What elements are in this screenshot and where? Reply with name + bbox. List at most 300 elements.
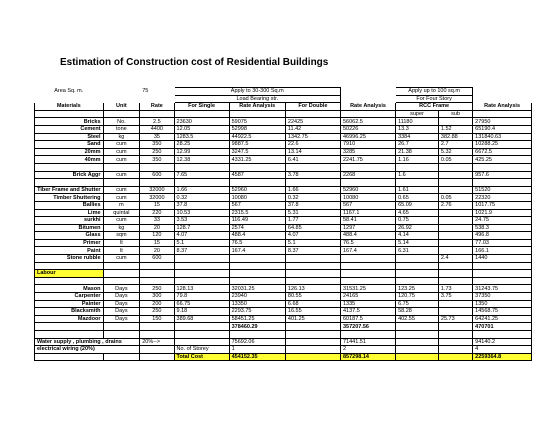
table-cell bbox=[396, 323, 439, 331]
table-cell: 80.55 bbox=[285, 293, 340, 301]
row-label: Cement bbox=[35, 125, 104, 133]
table-cell: 7910 bbox=[340, 141, 395, 149]
table-cell: 15 bbox=[140, 201, 174, 209]
table-cell: 10.53 bbox=[174, 209, 229, 217]
table-cell: 56062.5 bbox=[340, 118, 395, 126]
row-label: Stone rubble bbox=[35, 255, 104, 263]
table-cell: 12.05 bbox=[174, 125, 229, 133]
table-cell: 1.77 bbox=[285, 217, 340, 225]
material-row bbox=[35, 255, 532, 263]
water-supply-row bbox=[35, 338, 532, 346]
table-cell: 128.13 bbox=[174, 285, 229, 293]
table-cell: 3.78 bbox=[285, 171, 340, 179]
table-cell: 5.1 bbox=[174, 239, 229, 247]
table-cell: cum bbox=[103, 186, 140, 194]
table-cell: 538.3 bbox=[473, 224, 532, 232]
table-cell: 64.85 bbox=[285, 224, 340, 232]
table-cell: Days bbox=[103, 293, 140, 301]
table-cell: 76.5 bbox=[229, 239, 285, 247]
column-header: Rate Analysis bbox=[340, 103, 395, 111]
table-cell: m bbox=[103, 201, 140, 209]
table-cell bbox=[229, 255, 285, 263]
table-cell bbox=[438, 232, 472, 240]
table-cell: 250 bbox=[140, 148, 174, 156]
table-cell: 9.18 bbox=[174, 308, 229, 316]
band-b-line2: For Four Story bbox=[396, 95, 473, 103]
table-cell: lt bbox=[103, 247, 140, 255]
table-cell: 1.6 bbox=[396, 171, 439, 179]
material-row bbox=[35, 201, 532, 209]
table-cell bbox=[396, 255, 439, 263]
material-row bbox=[35, 141, 532, 149]
table-cell: 71441.51 bbox=[340, 338, 395, 346]
table-cell bbox=[438, 171, 472, 179]
table-cell: 24.75 bbox=[473, 217, 532, 225]
table-cell bbox=[174, 323, 229, 331]
row-label: Lime bbox=[35, 209, 104, 217]
table-cell: 6.68 bbox=[285, 300, 340, 308]
row-label: Ballies bbox=[35, 201, 104, 209]
table-cell: 382.88 bbox=[438, 133, 472, 141]
material-row bbox=[35, 148, 532, 156]
table-cell bbox=[438, 209, 472, 217]
table-cell: 32031.25 bbox=[229, 285, 285, 293]
total-cost-label: Total Cost bbox=[174, 353, 229, 361]
row-label bbox=[35, 323, 104, 331]
table-cell: tone bbox=[103, 125, 140, 133]
sub-super-label: super bbox=[396, 110, 439, 118]
row-label: Timber Shuttering bbox=[35, 194, 104, 202]
labour-row bbox=[35, 315, 532, 323]
table-cell: 11.42 bbox=[285, 125, 340, 133]
table-cell: 425.25 bbox=[473, 156, 532, 164]
table-cell: 14568.75 bbox=[473, 308, 532, 316]
table-cell: 357207.56 bbox=[340, 323, 395, 331]
table-cell: 2241.75 bbox=[340, 156, 395, 164]
table-cell: 22320 bbox=[473, 194, 532, 202]
table-cell: 64241.25 bbox=[473, 315, 532, 323]
table-cell: 24165 bbox=[340, 293, 395, 301]
table-cell: cum bbox=[103, 171, 140, 179]
table-cell bbox=[140, 323, 174, 331]
table-cell: kg bbox=[103, 224, 140, 232]
material-row bbox=[35, 239, 532, 247]
table-cell: 350 bbox=[140, 141, 174, 149]
table-cell: 6.31 bbox=[396, 247, 439, 255]
table-cell: 4.65 bbox=[396, 209, 439, 217]
band-row-2 bbox=[35, 95, 532, 103]
table-cell: 66.75 bbox=[174, 300, 229, 308]
table-cell: 131840.63 bbox=[473, 133, 532, 141]
table-cell: cum bbox=[103, 255, 140, 263]
table-cell: 2574 bbox=[229, 224, 285, 232]
area-value: 75 bbox=[142, 88, 149, 95]
table-cell: 389.68 bbox=[174, 315, 229, 323]
table-cell: 12.38 bbox=[174, 156, 229, 164]
table-cell: 567 bbox=[229, 201, 285, 209]
table-cell: 20 bbox=[140, 224, 174, 232]
table-cell bbox=[438, 300, 472, 308]
column-header: For Double bbox=[285, 103, 340, 111]
table-cell: 13.3 bbox=[396, 125, 439, 133]
table-cell: 166.1 bbox=[473, 247, 532, 255]
material-row bbox=[35, 171, 532, 179]
table-cell: 2315.5 bbox=[229, 209, 285, 217]
table-cell bbox=[438, 308, 472, 316]
table-cell: 2293.75 bbox=[229, 308, 285, 316]
table-cell: 23940 bbox=[229, 293, 285, 301]
table-cell: 44922.5 bbox=[229, 133, 285, 141]
table-cell: 1 bbox=[229, 346, 285, 354]
material-row bbox=[35, 209, 532, 217]
table-cell: 2 bbox=[340, 346, 395, 354]
table-cell: 76.5 bbox=[340, 239, 395, 247]
table-cell: 1283.5 bbox=[174, 133, 229, 141]
table-cell: 46996.25 bbox=[340, 133, 395, 141]
table-cell: 488.4 bbox=[229, 232, 285, 240]
water-supply-label: Water supply , plumbing , drains bbox=[35, 338, 140, 346]
table-cell: 33 bbox=[140, 217, 174, 225]
table-cell bbox=[438, 239, 472, 247]
table-cell: 27950 bbox=[473, 118, 532, 126]
table-cell: 50226 bbox=[340, 125, 395, 133]
table-cell: 2268 bbox=[340, 171, 395, 179]
table-cell: 200 bbox=[140, 300, 174, 308]
table-cell: lt bbox=[103, 239, 140, 247]
table-cell: 9887.5 bbox=[229, 141, 285, 149]
material-row bbox=[35, 118, 532, 126]
percent-label: 20%--> bbox=[140, 338, 174, 346]
table-cell: 25.73 bbox=[438, 315, 472, 323]
table-cell: 0.05 bbox=[438, 156, 472, 164]
table-cell: 5.31 bbox=[285, 209, 340, 217]
table-cell: 58.41 bbox=[340, 217, 395, 225]
column-header: Unit bbox=[103, 103, 140, 111]
row-label: 20mm bbox=[35, 148, 104, 156]
table-cell: 59075 bbox=[229, 118, 285, 126]
row-label: Mason bbox=[35, 285, 104, 293]
labour-row bbox=[35, 285, 532, 293]
table-cell: 21.38 bbox=[396, 148, 439, 156]
table-cell: quintal bbox=[103, 209, 140, 217]
estimation-table bbox=[34, 87, 532, 361]
table-cell: 52960 bbox=[340, 186, 395, 194]
area-row bbox=[35, 88, 532, 96]
table-cell: 4.14 bbox=[396, 232, 439, 240]
table-cell: 2.4 bbox=[438, 255, 472, 263]
table-cell: 3285 bbox=[340, 148, 395, 156]
table-cell: 10080 bbox=[229, 194, 285, 202]
table-cell: 4587 bbox=[229, 171, 285, 179]
table-cell: 10288.25 bbox=[473, 141, 532, 149]
table-cell: 1017.75 bbox=[473, 201, 532, 209]
table-cell: 220 bbox=[140, 209, 174, 217]
table-cell: 4.07 bbox=[285, 232, 340, 240]
table-cell: 0.65 bbox=[396, 194, 439, 202]
row-label: Bricks bbox=[35, 118, 104, 126]
band-b-line1: Apply up to 100 sq.m bbox=[396, 88, 473, 96]
table-cell: 37.8 bbox=[174, 201, 229, 209]
row-label: Glass bbox=[35, 232, 104, 240]
material-row bbox=[35, 186, 532, 194]
storey-row bbox=[35, 346, 532, 354]
column-header: RCC Frame bbox=[396, 103, 473, 111]
table-cell: 75692.06 bbox=[229, 338, 285, 346]
table-cell: Days bbox=[103, 315, 140, 323]
spacer-row bbox=[35, 179, 532, 187]
material-row bbox=[35, 194, 532, 202]
table-cell: 1440 bbox=[473, 255, 532, 263]
column-header: Rate bbox=[140, 103, 174, 111]
table-cell bbox=[103, 323, 140, 331]
labour-row bbox=[35, 293, 532, 301]
spacer-row bbox=[35, 262, 532, 270]
table-cell: 1.66 bbox=[285, 186, 340, 194]
page-title: Estimation of Construction cost of Residential Buildings bbox=[60, 57, 329, 68]
table-cell: 13.14 bbox=[285, 148, 340, 156]
table-cell: 496.8 bbox=[473, 232, 532, 240]
labour-row bbox=[35, 308, 532, 316]
table-cell: 32000 bbox=[140, 194, 174, 202]
material-row bbox=[35, 156, 532, 164]
table-cell: 35 bbox=[140, 133, 174, 141]
table-cell bbox=[285, 323, 340, 331]
table-cell bbox=[285, 255, 340, 263]
table-cell: 454152.35 bbox=[229, 353, 285, 361]
table-cell: 0.75 bbox=[396, 217, 439, 225]
column-header: For Single bbox=[174, 103, 229, 111]
table-cell: Days bbox=[103, 300, 140, 308]
material-row bbox=[35, 125, 532, 133]
row-label: surkhi bbox=[35, 217, 104, 225]
table-cell: 1.73 bbox=[438, 285, 472, 293]
row-label: Primer bbox=[35, 239, 104, 247]
table-cell: 51520 bbox=[473, 186, 532, 194]
table-cell: 120 bbox=[140, 232, 174, 240]
row-label: Blacksmith bbox=[35, 308, 104, 316]
table-cell: 1.16 bbox=[396, 156, 439, 164]
table-cell: 60187.5 bbox=[340, 315, 395, 323]
table-cell: No. bbox=[103, 118, 140, 126]
table-cell: 5.32 bbox=[438, 148, 472, 156]
table-cell: 28.25 bbox=[174, 141, 229, 149]
row-label: Sand bbox=[35, 141, 104, 149]
table-cell: 116.49 bbox=[229, 217, 285, 225]
table-cell: 58.28 bbox=[396, 308, 439, 316]
table-cell: 1342.75 bbox=[285, 133, 340, 141]
electrical-label: electrical wiring (20%) bbox=[35, 346, 140, 354]
table-cell: 37350 bbox=[473, 293, 532, 301]
table-cell: 0.32 bbox=[285, 194, 340, 202]
table-cell: 1335 bbox=[340, 300, 395, 308]
table-cell bbox=[438, 224, 472, 232]
table-cell: 6672.5 bbox=[473, 148, 532, 156]
header-sub-row bbox=[35, 110, 532, 118]
table-cell: 0.32 bbox=[174, 194, 229, 202]
table-cell: 7.65 bbox=[174, 171, 229, 179]
table-cell: 5.14 bbox=[396, 239, 439, 247]
table-cell: cum bbox=[103, 194, 140, 202]
table-cell: 3.53 bbox=[174, 217, 229, 225]
table-cell: Days bbox=[103, 285, 140, 293]
spacer-row bbox=[35, 331, 532, 339]
table-cell: cum bbox=[103, 141, 140, 149]
column-header: Rate Analysis bbox=[473, 103, 532, 111]
table-cell: Days bbox=[103, 308, 140, 316]
table-cell: 402.55 bbox=[396, 315, 439, 323]
table-cell: 0.05 bbox=[438, 194, 472, 202]
table-cell: 6.41 bbox=[285, 156, 340, 164]
table-cell: 31243.75 bbox=[473, 285, 532, 293]
table-cell: 350 bbox=[140, 156, 174, 164]
table-cell: 123.25 bbox=[396, 285, 439, 293]
table-cell: 600 bbox=[140, 171, 174, 179]
table-cell: 3384 bbox=[396, 133, 439, 141]
table-cell: 488.4 bbox=[340, 232, 395, 240]
table-cell bbox=[438, 323, 472, 331]
table-cell: 401.25 bbox=[285, 315, 340, 323]
table-cell: 1.66 bbox=[174, 186, 229, 194]
subtotal-row bbox=[35, 323, 532, 331]
table-cell: 1167.1 bbox=[340, 209, 395, 217]
table-cell: 2.5 bbox=[140, 118, 174, 126]
table-cell: 4137.5 bbox=[340, 308, 395, 316]
table-cell: 1021.9 bbox=[473, 209, 532, 217]
table-cell: 58451.25 bbox=[229, 315, 285, 323]
table-cell: 4331.25 bbox=[229, 156, 285, 164]
table-cell: 31531.25 bbox=[340, 285, 395, 293]
material-row bbox=[35, 133, 532, 141]
table-cell: 470701 bbox=[473, 323, 532, 331]
table-cell: 65190.4 bbox=[473, 125, 532, 133]
table-cell: 167.4 bbox=[340, 247, 395, 255]
spacer-row bbox=[35, 277, 532, 285]
table-cell: 12.99 bbox=[174, 148, 229, 156]
row-label: 40mm bbox=[35, 156, 104, 164]
table-cell: 567 bbox=[340, 201, 395, 209]
storey-label: No. of Storey bbox=[174, 346, 229, 354]
table-cell: 167.4 bbox=[229, 247, 285, 255]
band-a-line1: Apply to 30-300 Sq.m bbox=[174, 88, 340, 96]
table-cell: 20 bbox=[140, 247, 174, 255]
table-cell: 15 bbox=[140, 239, 174, 247]
table-cell bbox=[438, 247, 472, 255]
table-cell: 52960 bbox=[229, 186, 285, 194]
table-cell: 128.7 bbox=[174, 224, 229, 232]
table-cell: cum bbox=[103, 156, 140, 164]
material-row bbox=[35, 232, 532, 240]
labour-section-row bbox=[35, 270, 532, 278]
table-cell: cum bbox=[103, 217, 140, 225]
sub-sub-label: sub bbox=[438, 110, 472, 118]
table-cell: 2.76 bbox=[438, 201, 472, 209]
table-cell: 32000 bbox=[140, 186, 174, 194]
table-cell: 8.37 bbox=[174, 247, 229, 255]
table-cell: 957.6 bbox=[473, 171, 532, 179]
table-cell: 94140.2 bbox=[473, 338, 532, 346]
table-cell: 10080 bbox=[340, 194, 395, 202]
row-label: Bitumen bbox=[35, 224, 104, 232]
total-row bbox=[35, 353, 532, 361]
row-label: Tiber Frame and Shutter bbox=[35, 186, 104, 194]
table-cell: 22.6 bbox=[285, 141, 340, 149]
table-cell: 23630 bbox=[174, 118, 229, 126]
table-cell: 16.55 bbox=[285, 308, 340, 316]
column-header: Materials bbox=[35, 103, 104, 111]
table-cell: 250 bbox=[140, 308, 174, 316]
table-cell: 126.13 bbox=[285, 285, 340, 293]
area-label: Area Sq. m. bbox=[54, 88, 84, 95]
row-label: Painter bbox=[35, 300, 104, 308]
labour-label: Labour bbox=[35, 270, 104, 278]
table-cell: 150 bbox=[140, 315, 174, 323]
table-cell: 4.07 bbox=[174, 232, 229, 240]
table-cell: 65.09 bbox=[396, 201, 439, 209]
table-cell: 250 bbox=[140, 285, 174, 293]
table-cell: 8.37 bbox=[285, 247, 340, 255]
table-cell bbox=[438, 118, 472, 126]
row-label: Brick Aggr bbox=[35, 171, 104, 179]
table-cell: 2259364.8 bbox=[473, 353, 532, 361]
table-cell: 857298.14 bbox=[340, 353, 395, 361]
row-label: Steel bbox=[35, 133, 104, 141]
table-cell: 300 bbox=[140, 293, 174, 301]
row-label: Carpenter bbox=[35, 293, 104, 301]
table-cell: 120.75 bbox=[396, 293, 439, 301]
table-cell bbox=[174, 255, 229, 263]
labour-row bbox=[35, 300, 532, 308]
table-cell: 79.8 bbox=[174, 293, 229, 301]
table-cell: 4400 bbox=[140, 125, 174, 133]
material-row bbox=[35, 217, 532, 225]
table-cell: 1.61 bbox=[396, 186, 439, 194]
row-label: Mazdoor bbox=[35, 315, 104, 323]
table-cell: 52998 bbox=[229, 125, 285, 133]
column-header: Rate Analysis bbox=[229, 103, 285, 111]
table-cell: 4 bbox=[473, 346, 532, 354]
table-cell: 77.03 bbox=[473, 239, 532, 247]
material-row bbox=[35, 247, 532, 255]
table-cell: 1350 bbox=[473, 300, 532, 308]
table-cell: 26.92 bbox=[396, 224, 439, 232]
table-cell: 22425 bbox=[285, 118, 340, 126]
band-a-line2: Load Bearing str. bbox=[174, 95, 340, 103]
table-cell: cum bbox=[103, 148, 140, 156]
table-cell: 1297 bbox=[340, 224, 395, 232]
table-cell bbox=[340, 255, 395, 263]
table-cell bbox=[438, 186, 472, 194]
table-cell: 378460.29 bbox=[229, 323, 285, 331]
table-cell: 3247.5 bbox=[229, 148, 285, 156]
table-cell: 37.8 bbox=[285, 201, 340, 209]
table-cell: 6.75 bbox=[396, 300, 439, 308]
table-cell: 11180 bbox=[396, 118, 439, 126]
table-cell: kg bbox=[103, 133, 140, 141]
header-row bbox=[35, 103, 532, 111]
table-cell: 5.1 bbox=[285, 239, 340, 247]
material-row bbox=[35, 224, 532, 232]
table-cell bbox=[438, 217, 472, 225]
table-cell: 1.52 bbox=[438, 125, 472, 133]
table-cell: 2.7 bbox=[438, 141, 472, 149]
table-cell: 600 bbox=[140, 255, 174, 263]
spacer-row bbox=[35, 163, 532, 171]
table-cell: sqm bbox=[103, 232, 140, 240]
table-cell: 26.7 bbox=[396, 141, 439, 149]
table-cell: 13350 bbox=[229, 300, 285, 308]
row-label: Paint bbox=[35, 247, 104, 255]
table-cell: 3.75 bbox=[438, 293, 472, 301]
